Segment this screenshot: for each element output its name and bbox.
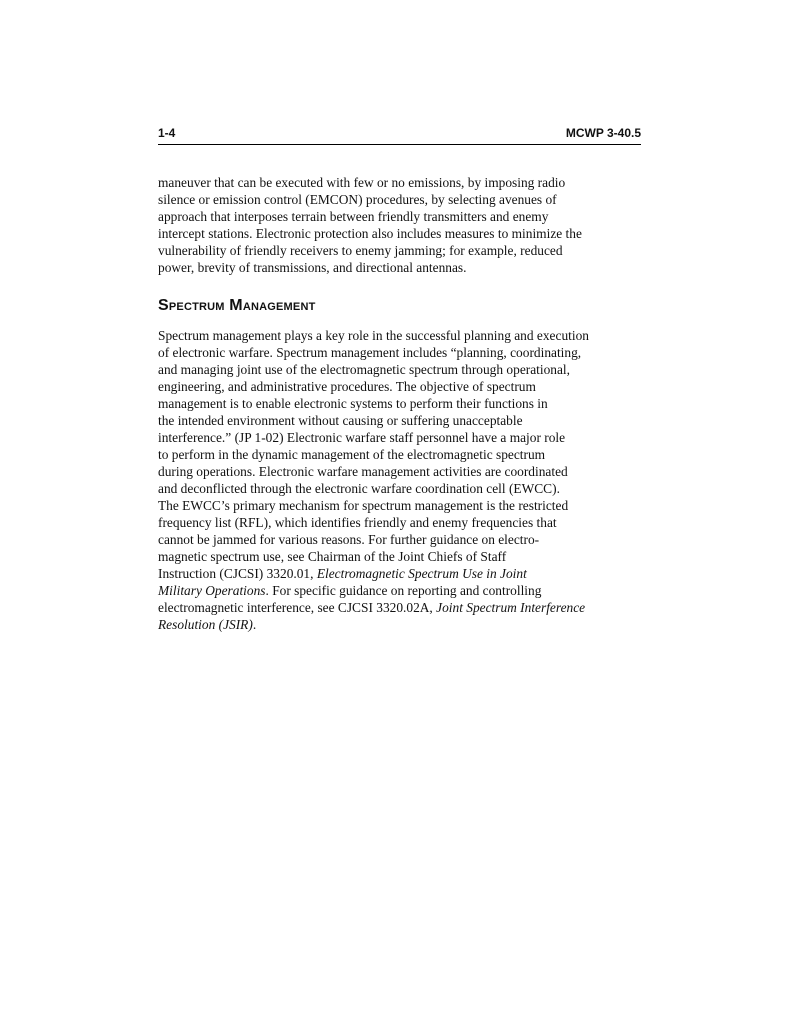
publication-title: Joint Spectrum Interference	[436, 600, 586, 615]
text-line: during operations. Electronic warfare management activities are coordinated	[158, 464, 568, 479]
text-line	[158, 599, 641, 616]
publication-title: Resolution (JSIR)	[158, 617, 253, 632]
text-line: frequency list (RFL), which identifies friendly and enemy frequencies that	[158, 515, 557, 530]
section-heading: Spectrum Management	[158, 297, 316, 314]
text-line: and deconflicted through the electronic warfare coordination cell (EWCC).	[158, 481, 560, 496]
text-line	[158, 616, 641, 633]
text-line: the intended environment without causing or suffering unacceptable	[158, 413, 523, 428]
publication-title: Military Operations	[158, 583, 266, 598]
text-line: cannot be jammed for various reasons. For further guidance on electro-	[158, 532, 540, 547]
text-line: and managing joint use of the electromagnetic spectrum through operational,	[158, 362, 571, 377]
document-id: MCWP 3-40.5	[565, 126, 641, 140]
page-number: 1-4	[158, 126, 176, 140]
page-header	[158, 126, 641, 145]
text-line	[158, 565, 641, 582]
text-line: interference.” (JP 1-02) Electronic warfare staff personnel have a major role	[158, 430, 566, 445]
text-line: magnetic spectrum use, see Chairman of the Joint Chiefs of Staff	[158, 549, 507, 564]
publication-title: Electromagnetic Spectrum Use in Joint	[316, 566, 527, 581]
text-line: of electronic warfare. Spectrum management includes “planning, coordinating,	[158, 345, 582, 360]
text-line: maneuver that can be executed with few or no emissions, by imposing radio	[158, 175, 566, 190]
text-run: electromagnetic interference, see CJCSI 3320.02A,	[158, 600, 437, 615]
text-run: .	[252, 617, 257, 632]
text-line: approach that interposes terrain between friendly transmitters and enemy	[158, 209, 549, 224]
text-run: . For specific guidance on reporting and controlling	[265, 583, 542, 598]
text-line: engineering, and administrative procedures. The objective of spectrum	[158, 379, 536, 394]
text-line: silence or emission control (EMCON) procedures, by selecting avenues of	[158, 192, 557, 207]
text-line	[158, 582, 641, 599]
paragraph-continuation	[158, 174, 641, 276]
text-line: The EWCC’s primary mechanism for spectrum management is the restricted	[158, 498, 569, 513]
text-line: to perform in the dynamic management of the electromagnetic spectrum	[158, 447, 546, 462]
text-run: Instruction (CJCSI) 3320.01,	[158, 566, 317, 581]
text-line: vulnerability of friendly receivers to enemy jamming; for example, reduced	[158, 243, 563, 258]
text-line: Spectrum management plays a key role in the successful planning and execution	[158, 328, 589, 343]
text-line: management is to enable electronic systems to perform their functions in	[158, 396, 548, 411]
text-line: power, brevity of transmissions, and directional antennas.	[158, 260, 467, 275]
paragraph-spectrum-management	[158, 327, 641, 633]
text-line: intercept stations. Electronic protection also includes measures to minimize the	[158, 226, 582, 241]
